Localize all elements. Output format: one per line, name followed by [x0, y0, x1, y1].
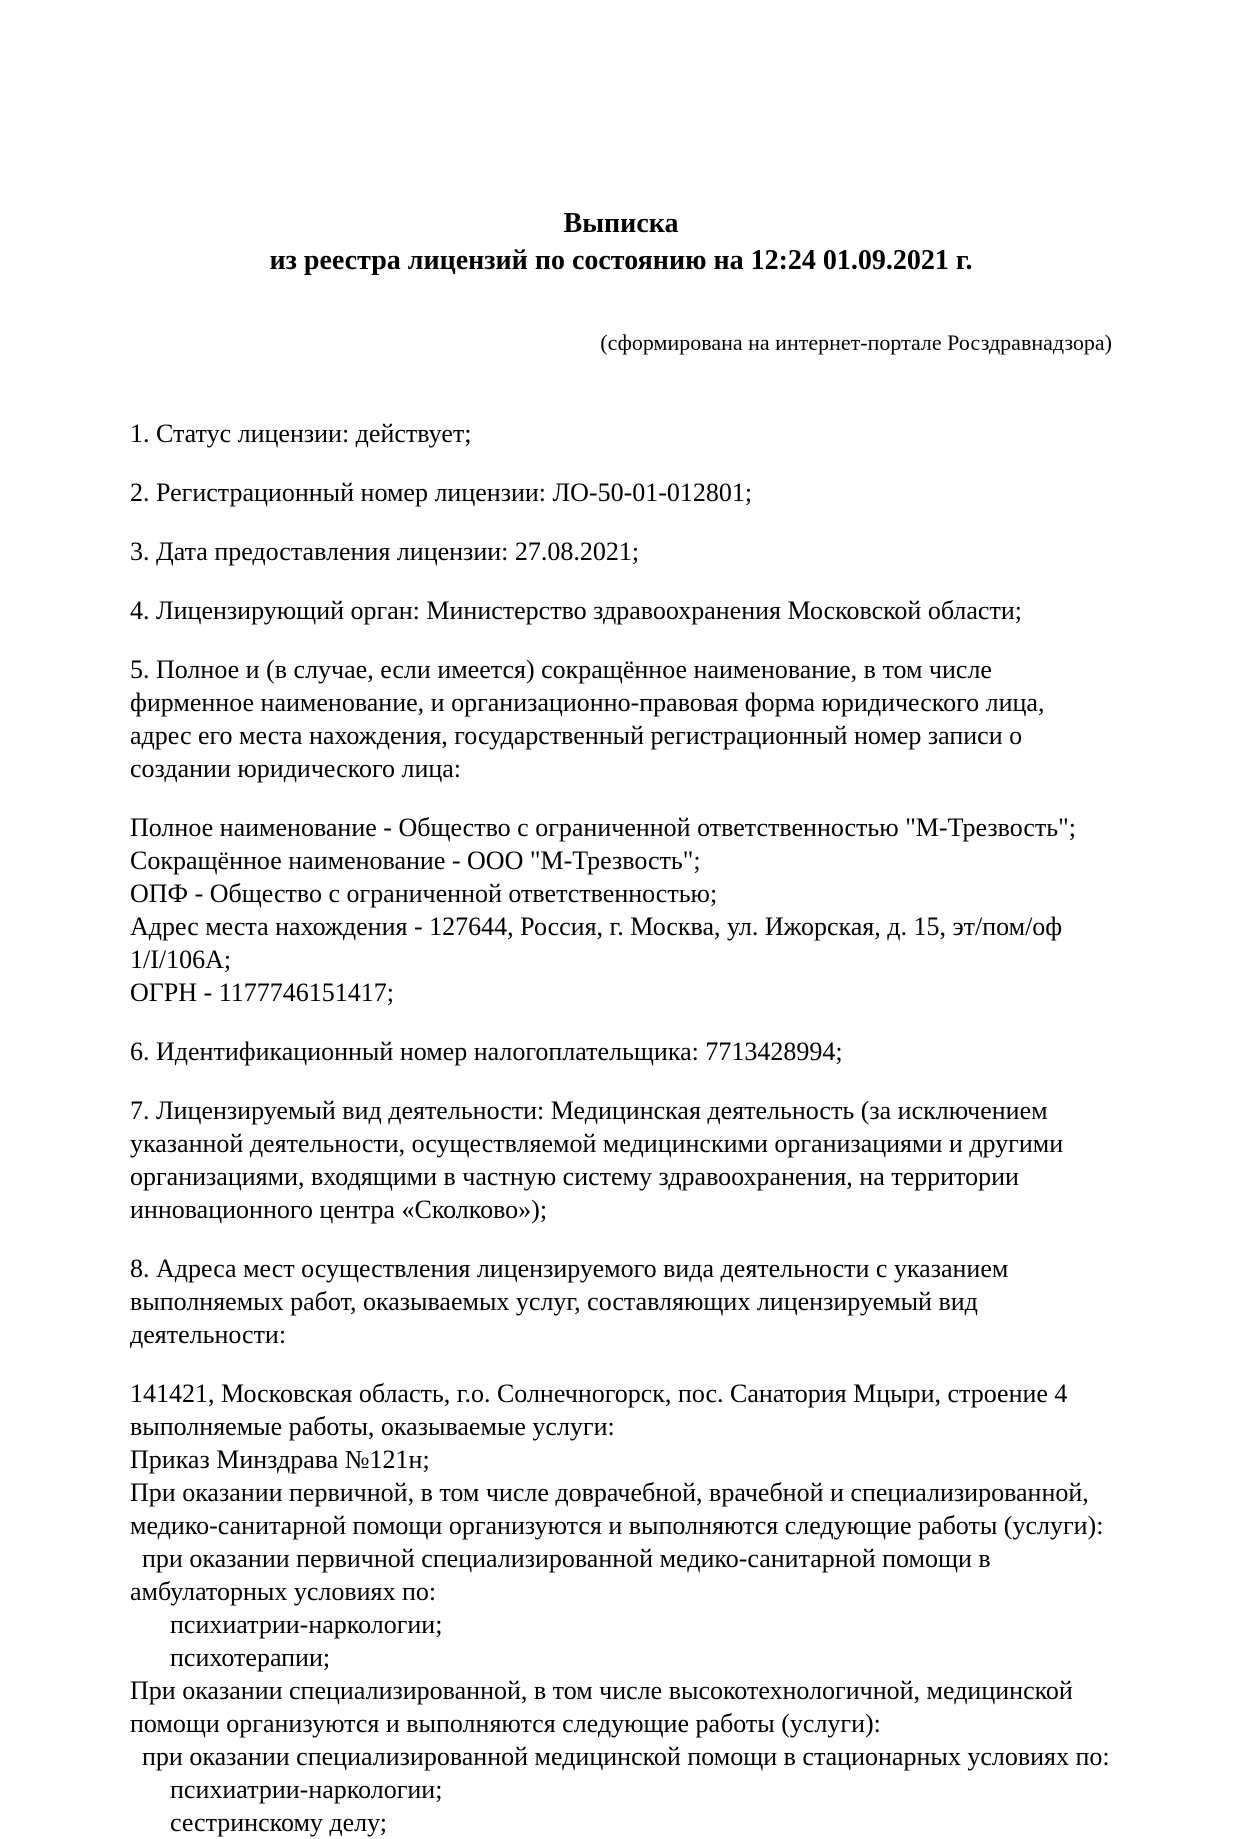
service-line: При оказании специализированной, в том числе высокотехнологичной, медицинской помощи организуются и выполняются следующие работы (услуги):	[130, 1676, 1073, 1738]
org-legal-form: ОПФ - Общество с ограниченной ответственностью;	[130, 879, 718, 908]
document-title	[130, 205, 1112, 279]
addresses-heading: 8. Адреса мест осуществления лицензируемого вида деятельности с указанием выполняемых работ, оказываемых услуг, составляющих лицензируемый вид деятельности:	[130, 1254, 1009, 1349]
service-line: при оказании специализированной медицинской помощи в стационарных условиях по:	[142, 1742, 1110, 1771]
site-address: 141421, Московская область, г.о. Солнечногорск, пос. Санатория Мцыри, строение 4	[130, 1379, 1068, 1408]
title-line-1: Выписка	[563, 208, 679, 239]
generated-note: (сформирована на интернет-портале Росздравнадзора)	[600, 330, 1112, 355]
org-details-block	[130, 811, 1112, 1009]
service-line: При оказании первичной, в том числе доврачебной, врачебной и специализированной, медико-санитарной помощи организуются и выполняются следующие работы (услуги):	[130, 1478, 1104, 1540]
service-line: при оказании первичной специализированной медико-санитарной помощи в амбулаторных условиях по:	[130, 1544, 991, 1606]
org-ogrn: ОГРН - 1177746151417;	[130, 978, 394, 1007]
licensed-activity: 7. Лицензируемый вид деятельности: Медицинская деятельность (за исключением указанной деятельности, осуществляемой медицинскими организациями и другими организациями, входящими в частную систему здравоохранения, на территории инновационного центра «Сколково»);	[130, 1096, 1064, 1224]
service-line: психиатрии-наркологии;	[170, 1610, 443, 1639]
service-line: сестринскому делу;	[170, 1808, 388, 1837]
site-order: Приказ Минздрава №121н;	[130, 1445, 430, 1474]
org-short-name: Сокращённое наименование - ООО "М-Трезвость";	[130, 846, 701, 875]
license-status: 1. Статус лицензии: действует;	[130, 419, 472, 448]
title-line-2: из реестра лицензий по состоянию на 12:24 01.09.2021 г.	[269, 245, 973, 276]
site-block	[130, 1377, 1112, 1839]
taxpayer-inn: 6. Идентификационный номер налогоплательщика: 7713428994;	[130, 1037, 843, 1066]
service-line: психотерапии;	[170, 1643, 331, 1672]
licensing-authority: 4. Лицензирующий орган: Министерство здравоохранения Московской области;	[130, 596, 1022, 625]
license-grant-date: 3. Дата предоставления лицензии: 27.08.2021;	[130, 537, 640, 566]
service-line: психиатрии-наркологии;	[170, 1775, 443, 1804]
site-works-label: выполняемые работы, оказываемые услуги:	[130, 1412, 615, 1441]
org-full-name: Полное наименование - Общество с ограниченной ответственностью "М-Трезвость";	[130, 813, 1076, 842]
org-address: Адрес места нахождения - 127644, Россия, г. Москва, ул. Ижорская, д. 15, эт/пом/оф 1/I/106А;	[130, 912, 1063, 974]
license-reg-number: 2. Регистрационный номер лицензии: ЛО-50-01-012801;	[130, 478, 753, 507]
org-heading: 5. Полное и (в случае, если имеется) сокращённое наименование, в том числе фирменное наименование, и организационно-правовая форма юридического лица, адрес его места нахождения, государственный регистрационный номер записи о создании юридического лица:	[130, 655, 1045, 783]
